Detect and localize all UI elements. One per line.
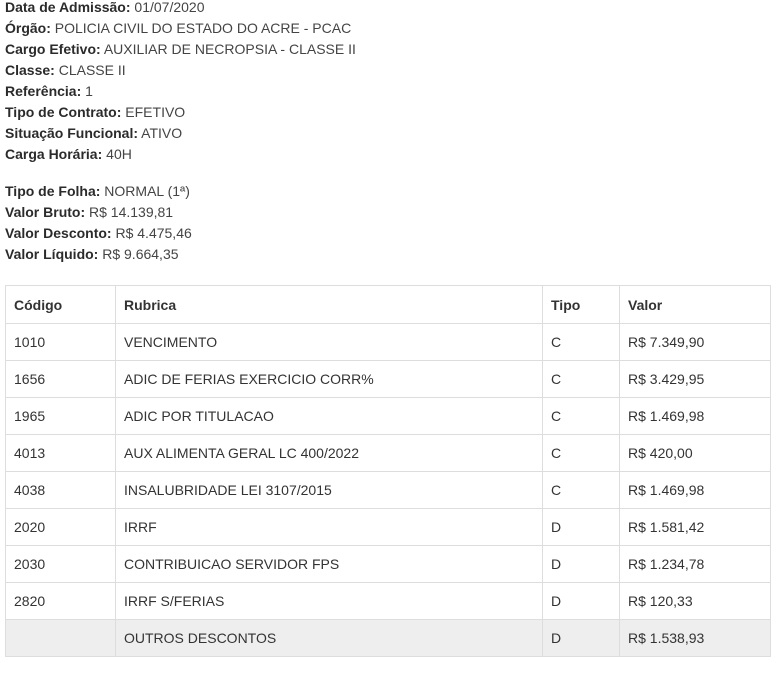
field-valor-desconto	[5, 223, 356, 244]
field-data-admissao	[5, 0, 356, 18]
field-valor-bruto	[5, 202, 356, 223]
field-value: 1	[85, 83, 93, 99]
cell-valor: R$ 7.349,90	[620, 324, 771, 361]
cell-tipo: C	[543, 472, 620, 509]
field-label: Valor Desconto:	[5, 225, 112, 241]
cell-tipo: D	[543, 546, 620, 583]
servidor-info	[5, 0, 356, 265]
cell-valor: R$ 1.234,78	[620, 546, 771, 583]
field-value: R$ 4.475,46	[115, 225, 192, 241]
header-rubrica: Rubrica	[116, 286, 543, 324]
cell-rubrica: AUX ALIMENTA GERAL LC 400/2022	[116, 435, 543, 472]
field-value: NORMAL (1ª)	[104, 183, 190, 199]
field-tipo-folha	[5, 181, 356, 202]
cell-tipo: D	[543, 620, 620, 657]
cell-tipo: D	[543, 583, 620, 620]
field-value: 01/07/2020	[134, 0, 205, 15]
section-gap	[5, 165, 356, 181]
cell-valor: R$ 3.429,95	[620, 361, 771, 398]
field-classe	[5, 60, 356, 81]
cell-codigo: 1010	[6, 324, 116, 361]
cell-rubrica: INSALUBRIDADE LEI 3107/2015	[116, 472, 543, 509]
cell-codigo: 1656	[6, 361, 116, 398]
field-label: Carga Horária:	[5, 146, 103, 162]
field-label: Órgão:	[5, 20, 51, 36]
field-label: Referência:	[5, 83, 82, 99]
table-row	[6, 472, 771, 509]
table-row	[6, 398, 771, 435]
cell-codigo: 4013	[6, 435, 116, 472]
cell-codigo: 2030	[6, 546, 116, 583]
field-value: R$ 9.664,35	[102, 246, 179, 262]
table-row	[6, 583, 771, 620]
cell-codigo: 2820	[6, 583, 116, 620]
cell-codigo: 1965	[6, 398, 116, 435]
field-value: AUXILIAR DE NECROPSIA - CLASSE II	[103, 41, 356, 57]
cell-tipo: C	[543, 324, 620, 361]
cell-valor: R$ 1.538,93	[620, 620, 771, 657]
field-tipo-contrato	[5, 102, 356, 123]
field-label: Valor Líquido:	[5, 246, 99, 262]
cell-tipo: C	[543, 398, 620, 435]
table-header-row	[6, 286, 771, 324]
table-row	[6, 324, 771, 361]
field-value: POLICIA CIVIL DO ESTADO DO ACRE - PCAC	[54, 20, 352, 36]
cell-rubrica: CONTRIBUICAO SERVIDOR FPS	[116, 546, 543, 583]
rubricas-table	[5, 285, 771, 657]
field-value: R$ 14.139,81	[89, 204, 174, 220]
field-referencia	[5, 81, 356, 102]
cell-codigo: 4038	[6, 472, 116, 509]
cell-valor: R$ 1.469,98	[620, 398, 771, 435]
table-row	[6, 546, 771, 583]
cell-codigo: 2020	[6, 509, 116, 546]
field-label: Data de Admissão:	[5, 0, 131, 15]
cell-tipo: C	[543, 361, 620, 398]
field-carga-horaria	[5, 144, 356, 165]
cell-rubrica: ADIC POR TITULACAO	[116, 398, 543, 435]
header-codigo: Código	[6, 286, 116, 324]
field-situacao-funcional	[5, 123, 356, 144]
field-label: Situação Funcional:	[5, 125, 139, 141]
field-label: Tipo de Folha:	[5, 183, 101, 199]
cell-rubrica: ADIC DE FERIAS EXERCICIO CORR%	[116, 361, 543, 398]
cell-tipo: D	[543, 509, 620, 546]
table-row	[6, 509, 771, 546]
header-tipo: Tipo	[543, 286, 620, 324]
field-cargo-efetivo	[5, 39, 356, 60]
cell-rubrica: OUTROS DESCONTOS	[116, 620, 543, 657]
table-row	[6, 435, 771, 472]
field-valor-liquido	[5, 244, 356, 265]
cell-rubrica: VENCIMENTO	[116, 324, 543, 361]
field-label: Valor Bruto:	[5, 204, 86, 220]
field-label: Cargo Efetivo:	[5, 41, 101, 57]
cell-rubrica: IRRF	[116, 509, 543, 546]
field-value: EFETIVO	[125, 104, 186, 120]
cell-tipo: C	[543, 435, 620, 472]
header-valor: Valor	[620, 286, 771, 324]
field-label: Classe:	[5, 62, 55, 78]
field-value: ATIVO	[141, 125, 183, 141]
cell-rubrica: IRRF S/FERIAS	[116, 583, 543, 620]
cell-codigo	[6, 620, 116, 657]
table-row	[6, 361, 771, 398]
field-value: 40H	[106, 146, 132, 162]
field-value: CLASSE II	[58, 62, 126, 78]
field-label: Tipo de Contrato:	[5, 104, 122, 120]
cell-valor: R$ 420,00	[620, 435, 771, 472]
cell-valor: R$ 1.469,98	[620, 472, 771, 509]
cell-valor: R$ 1.581,42	[620, 509, 771, 546]
field-orgao	[5, 18, 356, 39]
cell-valor: R$ 120,33	[620, 583, 771, 620]
table-row-outros-descontos	[6, 620, 771, 657]
